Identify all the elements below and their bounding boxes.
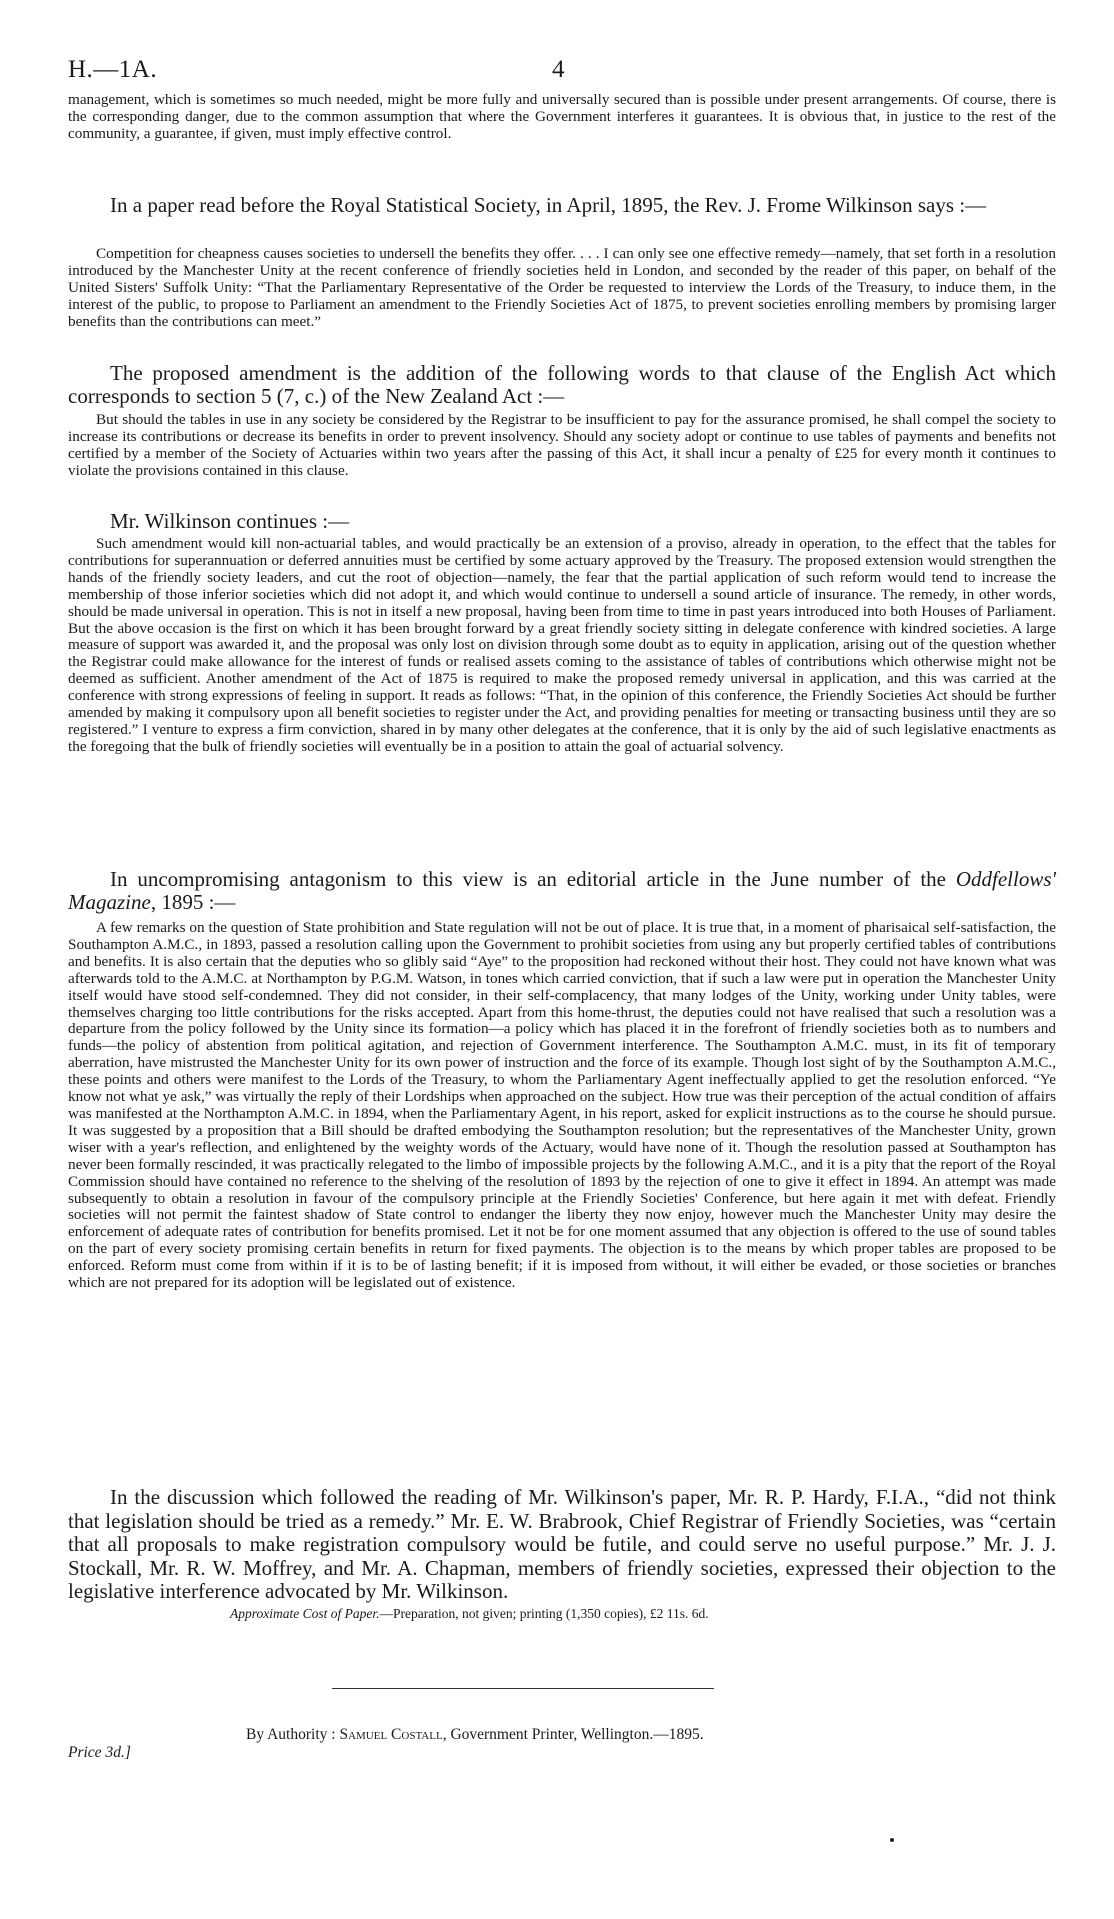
ink-speck — [890, 1838, 894, 1842]
printer-name: Samuel Costall — [339, 1726, 443, 1743]
text-run: In uncompromising antagonism to this view is an editorial article in the June number of the — [110, 867, 946, 891]
quote-amendment-text — [68, 412, 1056, 480]
paragraph-royal-statistical — [68, 194, 1056, 217]
page-number: 4 — [552, 56, 565, 83]
cost-of-paper — [230, 1606, 709, 1622]
quote-oddfellows — [68, 920, 1056, 1292]
printer-authority — [246, 1726, 704, 1744]
cost-label: Approximate Cost of Paper. — [230, 1606, 380, 1621]
paragraph-text — [68, 868, 1056, 913]
paragraph-text: But should the tables in use in any society be considered by the Registrar to be insufficient to pay for the assurance promised, he shall compel the society to increase its contributions or decrease its benefits in order to prevent insolvency. Should any society adopt or continue to use tables of payments and benefits not certified by a member of the Society of Actuaries within two years after the passing of this Act, it shall incur a penalty of £25 for every month it continues to violate the provisions contained in this clause. — [68, 411, 1056, 479]
paragraph-text: In the discussion which followed the reading of Mr. Wilkinson's paper, Mr. R. P. Hardy, F.I.A., “did not think that legislation should be tried as a remedy.” Mr. E. W. Brabrook, Chief Registrar of Friendly Societies, was “certain that all proposals to make registration compulsory would be futile, and could serve no useful purpose.” Mr. J. J. Stockall, Mr. R. W. Moffrey, and Mr. A. Chapman, members of friendly societies, expressed their objection to the legislative interference advocated by Mr. Wilkinson. — [68, 1485, 1056, 1603]
price: Price 3d.] — [68, 1744, 131, 1761]
divider-rule — [332, 1688, 714, 1689]
paragraph-text: management, which is sometimes so much needed, might be more fully and universally secured than is possible under present arrangements. Of course, there is the corresponding danger, due to the common assumption that where the Government interferes it guarantees. It is obvious that, in justice to the rest of the community, a guarantee, if given, must imply effective control. — [68, 91, 1056, 142]
paragraph-management — [68, 92, 1056, 143]
paragraph-text: Mr. Wilkinson continues :— — [110, 509, 350, 533]
quote-such-amendment — [68, 536, 1056, 756]
document-code: H.—1A. — [68, 56, 158, 83]
paragraph-proposed-amendment — [68, 362, 1056, 407]
paragraph-text: The proposed amendment is the addition of the following words to that clause of the English Act which corresponds to section 5 (7, c.) of the New Zealand Act :— — [68, 361, 1056, 408]
authority-prefix: By Authority : — [246, 1726, 336, 1743]
text-run: , 1895 :— — [150, 889, 236, 914]
paragraph-uncompromising — [68, 868, 1056, 913]
paragraph-text: In a paper read before the Royal Statistical Society, in April, 1895, the Rev. J. Frome Wilkinson says :— — [110, 193, 987, 217]
paragraph-discussion — [68, 1486, 1056, 1604]
cost-text: —Preparation, not given; printing (1,350 copies), £2 11s. 6d. — [379, 1606, 709, 1621]
authority-suffix: , Government Printer, Wellington.—1895. — [442, 1726, 704, 1743]
paragraph-text: Such amendment would kill non-actuarial tables, and would practically be an extension of a proviso, already in operation, to the effect that the tables for contributions for superannuation or deferred annuities must be certified by some actuary approved by the Treasury. The proposed extension would strengthen the hands of the friendly society leaders, and cut the root of objection—namely, the fear that the partial application of such reform would tend to increase the membership of those inferior societies which did not adopt it, and which would continue to undersell a sound article of insurance. The remedy, in other words, should be made universal in operation. This is not in itself a new proposal, having been from time to time in past years introduced into both Houses of Parliament. But the above occasion is the first on which it has been brought forward by a great friendly society sitting in delegate conference with kindred societies. A large measure of support was awarded it, and the proposal was only lost on division through some doubt as to equity in application, arising out of the question whether the Registrar could make allowance for the interest of funds or realised assets coming to the assistance of tables of contributions which otherwise might not be deemed as sufficient. Another amendment of the Act of 1875 is required to make the proposed remedy universal in application, and this was carried at the conference with strong expressions of feeling in support. It reads as follows: “That, in the opinion of this conference, the Friendly Societies Act should be further amended by making it compulsory upon all benefit societies to register under the Act, and providing penalties for meeting or transacting business until they are so registered.” I venture to express a firm conviction, shared in by many other delegates at the conference, that it is only by the aid of such legislative enactments as the foregoing that the bulk of friendly societies will eventually be in a position to attain the goal of actuarial solvency. — [68, 535, 1056, 755]
magazine-title: Oddfellows' Magazine — [68, 867, 1057, 914]
paragraph-text: A few remarks on the question of State prohibition and State regulation will not be out of place. It is true that, in a moment of pharisaical self-satisfaction, the Southampton A.M.C., in 1893, passed a resolution calling upon the Government to prohibit societies from using any but properly certified tables of contributions and benefits. It is also certain that the deputies who so glibly said “Aye” to the proposition had reckoned without their host. They could not have known what was afterwards told to the A.M.C. at Northampton by P.G.M. Watson, in tones which carried conviction, that if such a law were put in operation the Manchester Unity itself would have stood self-condemned. They did not consider, in their self-complacency, that many lodges of the Unity, working under Unity tables, were themselves charging too little contributions for the risks accepted. Apart from this home-thrust, the deputies could not have realised that such a resolution was a departure from the policy followed by the Unity since its formation—a policy which has placed it in the forefront of friendly societies both as to numbers and funds—the policy of abstention from political agitation, and rejection of Government interference. The Southampton A.M.C. must, in its fit of temporary aberration, have mistrusted the Manchester Unity for its own power of instruction and the force of its example. Though lost sight of by the Southampton A.M.C., these points and others were manifest to the Lords of the Treasury, to whom the Parliamentary Agent ineffectually applied to get the resolution enforced. “Ye know not what ye ask,” was virtually the reply of their Lordships when approached on the subject. How true was their perception of the actual condition of affairs was manifested at the Northampton A.M.C. in 1894, when the Parliamentary Agent, in his report, asked for explicit instructions as to the course he should pursue. It was suggested by a proposition that a Bill should be drafted embodying the Southampton resolution; but the representatives of the Manchester Unity, grown wiser with a year's reflection, and enlightened by the weighty words of the Actuary, would have none of it. Though the resolution passed at Southampton has never been formally rescinded, it was practically relegated to the limbo of impossible projects by the following A.M.C., and it is a pity that the report of the Royal Commission should have contained no reference to the shelving of the resolution of 1893 by the rejection of one to give it effect in 1894. An attempt was made subsequently to obtain a resolution in favour of the compulsory principle at the Friendly Societies' Conference, but here again it met with defeat. Friendly societies will not permit the faintest shadow of State control to endanger the liberty they now enjoy, however much the Manchester Unity may desire the enforcement of adequate rates of contribution for benefits promised. Let it not be for one moment assumed that any objection is offered to the use of sound tables on the part of every society promising certain benefits in return for fixed payments. The objection is to the means by which proper tables are proposed to be enforced. Reform must come from within if it is to be of lasting benefit; if it is imposed from without, it will either be evaded, or those societies or branches which are not prepared for its adoption will be legislated out of existence. — [68, 919, 1056, 1292]
paragraph-wilkinson-continues — [68, 510, 1056, 533]
paragraph-text: Competition for cheapness causes societies to undersell the benefits they offer. . . . I can only see one effective remedy—namely, that set forth in a resolution introduced by the Manchester Unity at the recent conference of friendly societies held in London, and seconded by the reader of this paper, on behalf of the United Sisters' Suffolk Unity: “That the Parliamentary Representative of the Order be requested to interview the Lords of the Treasury, to induce them, in the interest of the public, to propose to Parliament an amendment to the Friendly Societies Act of 1875, to prevent societies enrolling members by promising larger benefits than the contributions can meet.” — [68, 245, 1056, 330]
quote-competition — [68, 246, 1056, 331]
